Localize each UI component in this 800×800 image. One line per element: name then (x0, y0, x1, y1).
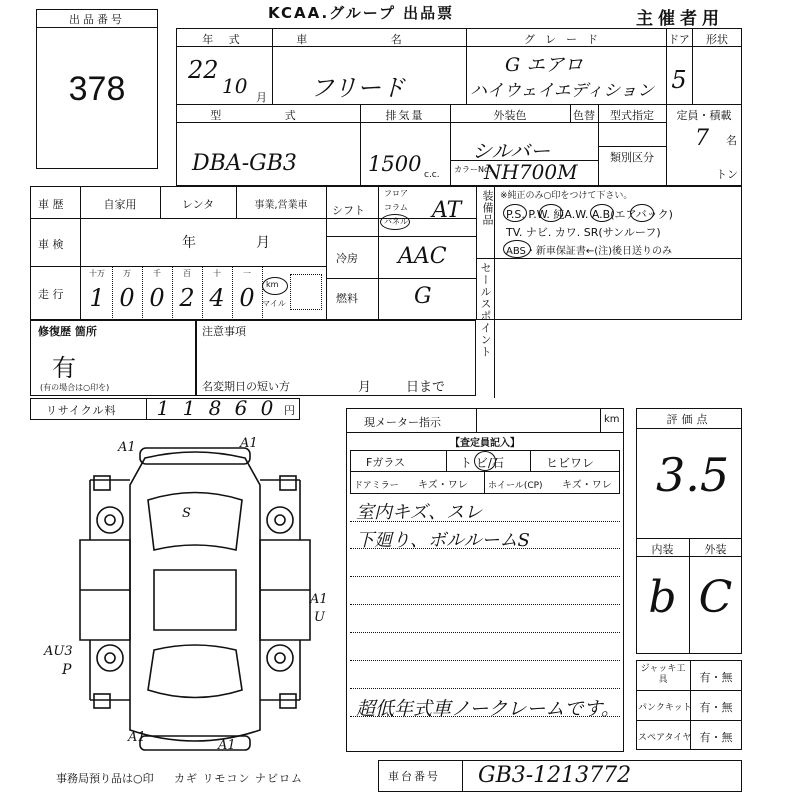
equipment-note: ※純正のみ○印をつけて下さい。 (500, 191, 633, 201)
glass-options[interactable]: ト ビ/石 (460, 456, 504, 470)
mark-p: P (62, 662, 72, 678)
capacity-unit: 名 (726, 134, 737, 147)
sales-point-label: セールスポイント (479, 262, 492, 358)
mileage-digit: 0 (239, 284, 255, 312)
lot-number-label: 出品番号 (69, 13, 125, 26)
history-option-rental[interactable]: レンタ (181, 198, 215, 211)
repair-label: 修復歴 箇所 (38, 325, 97, 338)
remark-line1: 室内キズ、スレ (356, 502, 483, 523)
ac-label: 冷房 (336, 252, 358, 265)
year-value: 22 (188, 56, 219, 84)
jack-tools-label: ジャッキ工具 (640, 664, 686, 685)
panel-circle-mark (380, 214, 410, 230)
model-label: 型 式 (210, 109, 326, 122)
recycle-digit: 1 (156, 396, 170, 420)
jack-tools-value[interactable]: 有・無 (699, 671, 733, 684)
type-designation-label: 型式指定 (610, 109, 654, 122)
equipment-label: 装備品 (481, 190, 494, 226)
wheel-options[interactable]: キズ・ワレ (562, 480, 612, 491)
mark-s: S (182, 506, 191, 521)
displacement-label: 排気量 (385, 109, 425, 122)
shift-option-panel[interactable]: パネル (384, 217, 408, 226)
exterior-color-value: シルバー (472, 139, 551, 163)
recycle-digit: 8 (208, 396, 222, 420)
ab-circle-mark (630, 204, 654, 222)
crack-label: ヒビワレ (546, 456, 595, 470)
abs-circle-mark (503, 240, 531, 258)
ps-circle-mark (503, 204, 527, 222)
recycle-digit: 1 (182, 396, 196, 420)
equipment-line1: P.S. P.W. 純A.W. A.B(エアバック) (506, 208, 673, 221)
puncture-kit-value[interactable]: 有・無 (699, 701, 733, 714)
glass-circle-mark (474, 451, 496, 471)
mileage-digit: 0 (119, 284, 135, 312)
aw-circle-mark (590, 204, 614, 222)
shift-label: シフト (332, 204, 365, 217)
shift-option-column[interactable]: コラム (384, 203, 408, 212)
remark-line3: 超低年式車ノークレームです。 (356, 698, 620, 720)
fuel-label: 燃料 (336, 292, 358, 305)
exterior-score: C (698, 572, 733, 623)
mileage-unit-100k: 十万 (89, 269, 105, 278)
mileage-digit: 2 (179, 284, 195, 312)
color-code-label: カラーNo. (454, 165, 492, 174)
chassis-value: GB3-1213772 (478, 763, 632, 788)
pw-circle-mark (539, 204, 563, 222)
recycle-label: リサイクル料 (46, 404, 117, 417)
year-month-unit: 月 (256, 91, 267, 104)
mark-a1-rear-left: A1 (128, 730, 146, 745)
mileage-unit-1k: 千 (153, 269, 161, 278)
doors-value: 5 (671, 66, 687, 94)
exterior-color-label: 外装色 (493, 109, 527, 122)
organizer-label: 主催者用 (636, 9, 724, 29)
shift-option-floor[interactable]: フロア (384, 189, 408, 198)
ton-unit: トン (716, 168, 738, 181)
mileage-digit: 1 (89, 284, 105, 312)
repaint-label: 色替 (573, 109, 595, 122)
shaken-label: 車 検 (38, 238, 64, 251)
mileage-extra-box (290, 274, 322, 310)
meter-label: 現メーター指示 (364, 416, 441, 429)
mileage-mile: マイル (262, 299, 286, 308)
mark-a1-front-left: A1 (118, 440, 136, 455)
recycle-digit: 0 (260, 396, 274, 420)
mileage-unit-10: 十 (213, 269, 221, 278)
shift-value: AT (432, 198, 462, 223)
doors-label: ドア (668, 33, 690, 46)
fuel-value: G (414, 284, 432, 309)
mark-a1-front-right: A1 (240, 436, 258, 451)
color-code-value: NH700M (484, 160, 578, 184)
lot-number: 378 (68, 70, 126, 108)
mileage-label: 走 行 (38, 288, 64, 301)
history-label: 車 歴 (38, 198, 64, 211)
mirror-options[interactable]: キズ・ワレ (418, 480, 468, 491)
grade-line2: ハイウェイエディション (470, 81, 654, 101)
mileage-unit-1: 一 (243, 269, 251, 278)
mark-au3: AU3 (44, 644, 73, 659)
chassis-label: 車台番号 (388, 770, 440, 783)
shaken-month-unit: 月 (256, 235, 270, 251)
interior-label: 内装 (651, 543, 674, 556)
notes-label: 注意事項 (202, 325, 246, 338)
exterior-label: 外装 (704, 543, 727, 556)
footer-note: 事務局預り品は○印 (56, 772, 154, 785)
car-name-value: フリード (310, 74, 406, 102)
grade-line1: G エアロ (505, 54, 584, 76)
recycle-unit: 円 (284, 404, 295, 417)
capacity-label: 定員・積載 (676, 109, 732, 122)
remark-line2: 下廻り、ボルルームS (356, 530, 530, 551)
car-damage-diagram (60, 440, 330, 760)
shaken-year-unit: 年 (182, 235, 196, 251)
glass-label: Fガラス (366, 456, 405, 469)
history-option-private[interactable]: 自家用 (103, 198, 137, 211)
grade-label: グレード (524, 33, 608, 46)
mileage-unit-10k: 万 (123, 269, 131, 278)
mirror-label: ドアミラー (354, 481, 399, 491)
mileage-unit-100: 百 (183, 269, 191, 278)
equipment-line2: TV. ナビ. カワ. SR(サンルーフ) (506, 226, 661, 239)
mark-a1-rear-right: A1 (218, 738, 236, 753)
ac-value: AAC (398, 244, 447, 269)
repair-value: 有 (52, 354, 76, 382)
capacity-value: 7 (695, 126, 709, 151)
wheel-label: ホイール(CP) (488, 481, 543, 491)
spare-tire-value[interactable]: 有・無 (699, 731, 733, 744)
form-title: KCAA.グループ 出品票 (268, 4, 455, 22)
spare-tire-label: スペアタイヤ (638, 733, 692, 743)
cc-unit: c.c. (424, 170, 440, 180)
history-option-commercial[interactable]: 事業,営業車 (254, 200, 308, 211)
repair-note: (有の場合は○印を) (40, 383, 110, 392)
interior-score: b (648, 572, 677, 623)
mileage-digit: 4 (209, 284, 225, 312)
expiry-day-unit: 日まで (406, 380, 446, 395)
inspector-title: 【査定員記入】 (450, 438, 520, 449)
year-month: 10 (222, 74, 248, 98)
short-expiry-label: 名変期日の短い方 (202, 380, 290, 393)
mark-a1-right-side: A1 (310, 592, 328, 607)
category-label: 類別区分 (610, 151, 654, 164)
year-label: 年 式 (202, 33, 246, 46)
expiry-month-unit: 月 (358, 380, 372, 395)
equipment-line3: ABS・新車保証書←(注)後日送りのみ (506, 246, 673, 257)
puncture-kit-label: パンクキット (638, 703, 692, 713)
recycle-digit: 6 (234, 396, 248, 420)
body-shape-label: 形状 (706, 33, 728, 46)
mark-u-right: U (314, 610, 325, 625)
score-value: 3.5 (656, 448, 730, 502)
car-name-label: 車 名 (296, 33, 442, 46)
mileage-km: km (266, 280, 279, 289)
model-value: DBA-GB3 (192, 151, 297, 176)
displacement-value: 1500 (368, 152, 422, 176)
meter-unit: km (604, 414, 620, 425)
mileage-digit: 0 (149, 284, 165, 312)
score-label: 評価点 (666, 413, 712, 426)
footer-items: カギ リモコン ナビロム (174, 772, 303, 785)
